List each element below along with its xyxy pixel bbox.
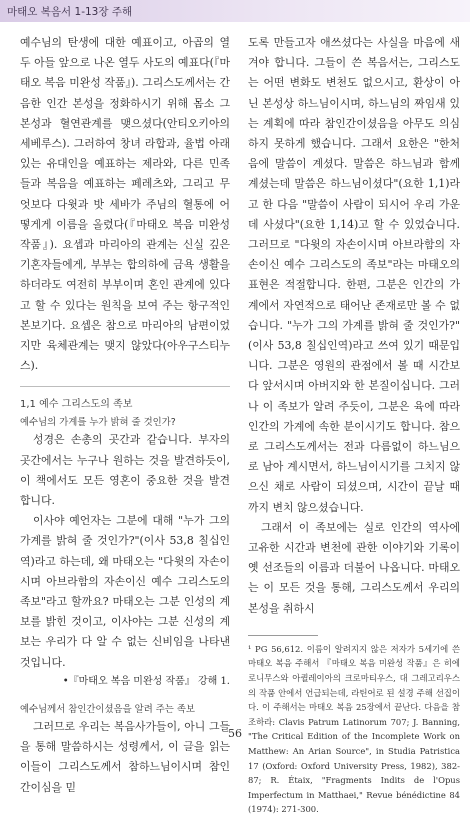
left-paragraph-2: 성경은 손총의 곳간과 같습니다. 부자의 곳간에서는 누구나 원하는 것을 발견하듯이, 이 책에서도 모든 영혼이 중요한 것을 발견합니다. (20, 433, 230, 508)
running-header-title: 마태오 복음서 1-13장 주해 (7, 6, 133, 18)
footnote: ¹ PG 56,612. 이름이 알려지지 않은 저자가 5세기에 쓴 마태오 복음 주해서 『마태오 복음 미완성 작품』은 히에로니무스와 아퀼레이아의 크로마티우스, 대 그레고리우스의 작품 안에서 언급되는데, 라틴어로 된 설경 주해 선집이다. 이 주해서는 마태오 복음 25장에서 끝난다. 다음을 참조하라: Clavis Patrum Latinorum 707; J. Banning, "The Critical Edition of the Incomplete Work on Matthew: An Arian Source", in Studia Patristica 17 (Oxford: Oxford University Press, 1982), 382-87; R. Étaix, "Fragments Indits de l'Opus Imperfectum in Matthaei," Revue bénédictine 84 (1974): 271-300. (248, 643, 460, 815)
right-paragraph-2: 그래서 이 족보에는 실로 인간의 역사에 고유한 시간과 변천에 관한 이야기와 기록이 옛 선조들의 이름과 더불어 나옵니다. 마태오는 이 모든 것을 통해, 그리스도께서 우리의 본성을 취하시 (248, 520, 460, 615)
citation: •『마태오 복음 미완성 작품』 강해 1. (62, 675, 230, 687)
footnote-divider (248, 635, 318, 636)
section-title: 1,1 예수 그리스도의 족보 (20, 399, 133, 411)
section-divider (20, 386, 230, 387)
running-header (0, 0, 470, 22)
subheading-1: 예수님의 가계를 누가 밝혀 줄 것인가? (20, 417, 176, 429)
right-column (248, 33, 460, 817)
left-column (20, 33, 230, 798)
page-number: 56 (228, 727, 242, 740)
left-paragraph-3: 이사야 예언자는 그분에 대해 "누가 그의 가계를 밝혀 줄 것인가?"(이사 53,8 칠십인역)라고 하는데, 왜 마태오는 "다윗의 자손이시며 아브라함의 자손이신 예수 그리스도의 족보"라고 할까요? 마태오는 그분 인성의 계보를 밝힌 것이고, 이사야는 그분 신성의 계보는 우리가 다 알 수 없는 신비임을 나타낸 것입니다. (20, 514, 230, 669)
left-paragraph-4: 그러므로 우리는 복음사가들이, 아니 그들을 통해 말씀하시는 성령께서, 이 글을 읽는 이들이 그리스도께서 참하느님이시며 참인간이심을 믿 (20, 719, 230, 794)
left-paragraph-1: 예수님의 탄생에 대한 예표이고, 아곱의 열두 아들 앞으로 나온 열두 사도의 예표다(『마태오 복음 미완성 작품』). 그리스도께서는 간음한 인간 본성을 정화하시기 위해 몸소 그 본성과 혈연관계를 맺으셨다(안티오키아의 세베루스). 그러하여 창녀 라합과, 율법 아래 있는 유대인을 예표하는 제라와, 다른 민족들과 복음을 예표하는 페레츠와, 그리고 무엇보다 다윗과 밧 세바가 주님의 혈통에 어떻게게 이름을 올렸다(『마태오 복음 미완성 작품』). 요셉과 마리아의 관계는 신실 깊은 기혼자들에게, 부부는 합의하에 금욕 생활을 하더라도 여전히 부부이며 혼인 관계에 있다고 할 수 있다는 원칙을 보여 주는 항구적인 본보기다. 요셉은 참으로 마리아의 남편이었지만 육체관계는 맺지 않았다(아우구스티누스). (20, 36, 230, 373)
subheading-2: 예수님께서 참인간이셨음을 알려 주는 족보 (20, 703, 195, 715)
right-paragraph-1: 도록 만들고자 애쓰셨다는 사실을 마음에 새겨야 합니다. 그들이 쓴 복음서는, 그리스도는 어떤 변화도 변천도 없으시고, 환상이 아닌 본성상 하느님이시며, 하느님의 짜임새 있는 계획에 따라 참인간이셨음을 아무도 의심하지 못하게 했습니다. 그래서 요한은 "한처음에 말씀이 계셨다. 말씀은 하느님과 함께 계셨는데 말씀은 하느님이셨다"(요한 1,1)라고 한 다음 "말씀이 사람이 되시어 우리 가운데 사셨다"(요한 1,14)고 할 수 있었습니다. 그러므로 "다윗의 자손이시며 아브라함의 자손이신 예수 그리스도의 족보"라는 마태오의 표현은 적절합니다. 한편, 그분은 인간의 가계에서 자연적으로 태어난 존재로만 볼 수 없습니다. "누가 그의 가계를 밝혀 줄 것인가?"(이사 53,8 칠십인역)라고 쓰여 있기 때문입니다. 그분은 영원의 관점에서 볼 때 시간보다 앞서시며 아버지와 한 본질이십니다. 그러나 이 족보가 알려 주듯이, 그분은 육에 따라 인간의 가계에 속한 분이시기도 합니다. 참으로 그리스도께서는 전과 다름없이 하느님으로 남아 계시면서, 하느님이시기를 그치지 않으신 채로 사람이 되셨으며, 시간이 끝날 때까지 변치 않으셨습니다. (248, 36, 460, 514)
